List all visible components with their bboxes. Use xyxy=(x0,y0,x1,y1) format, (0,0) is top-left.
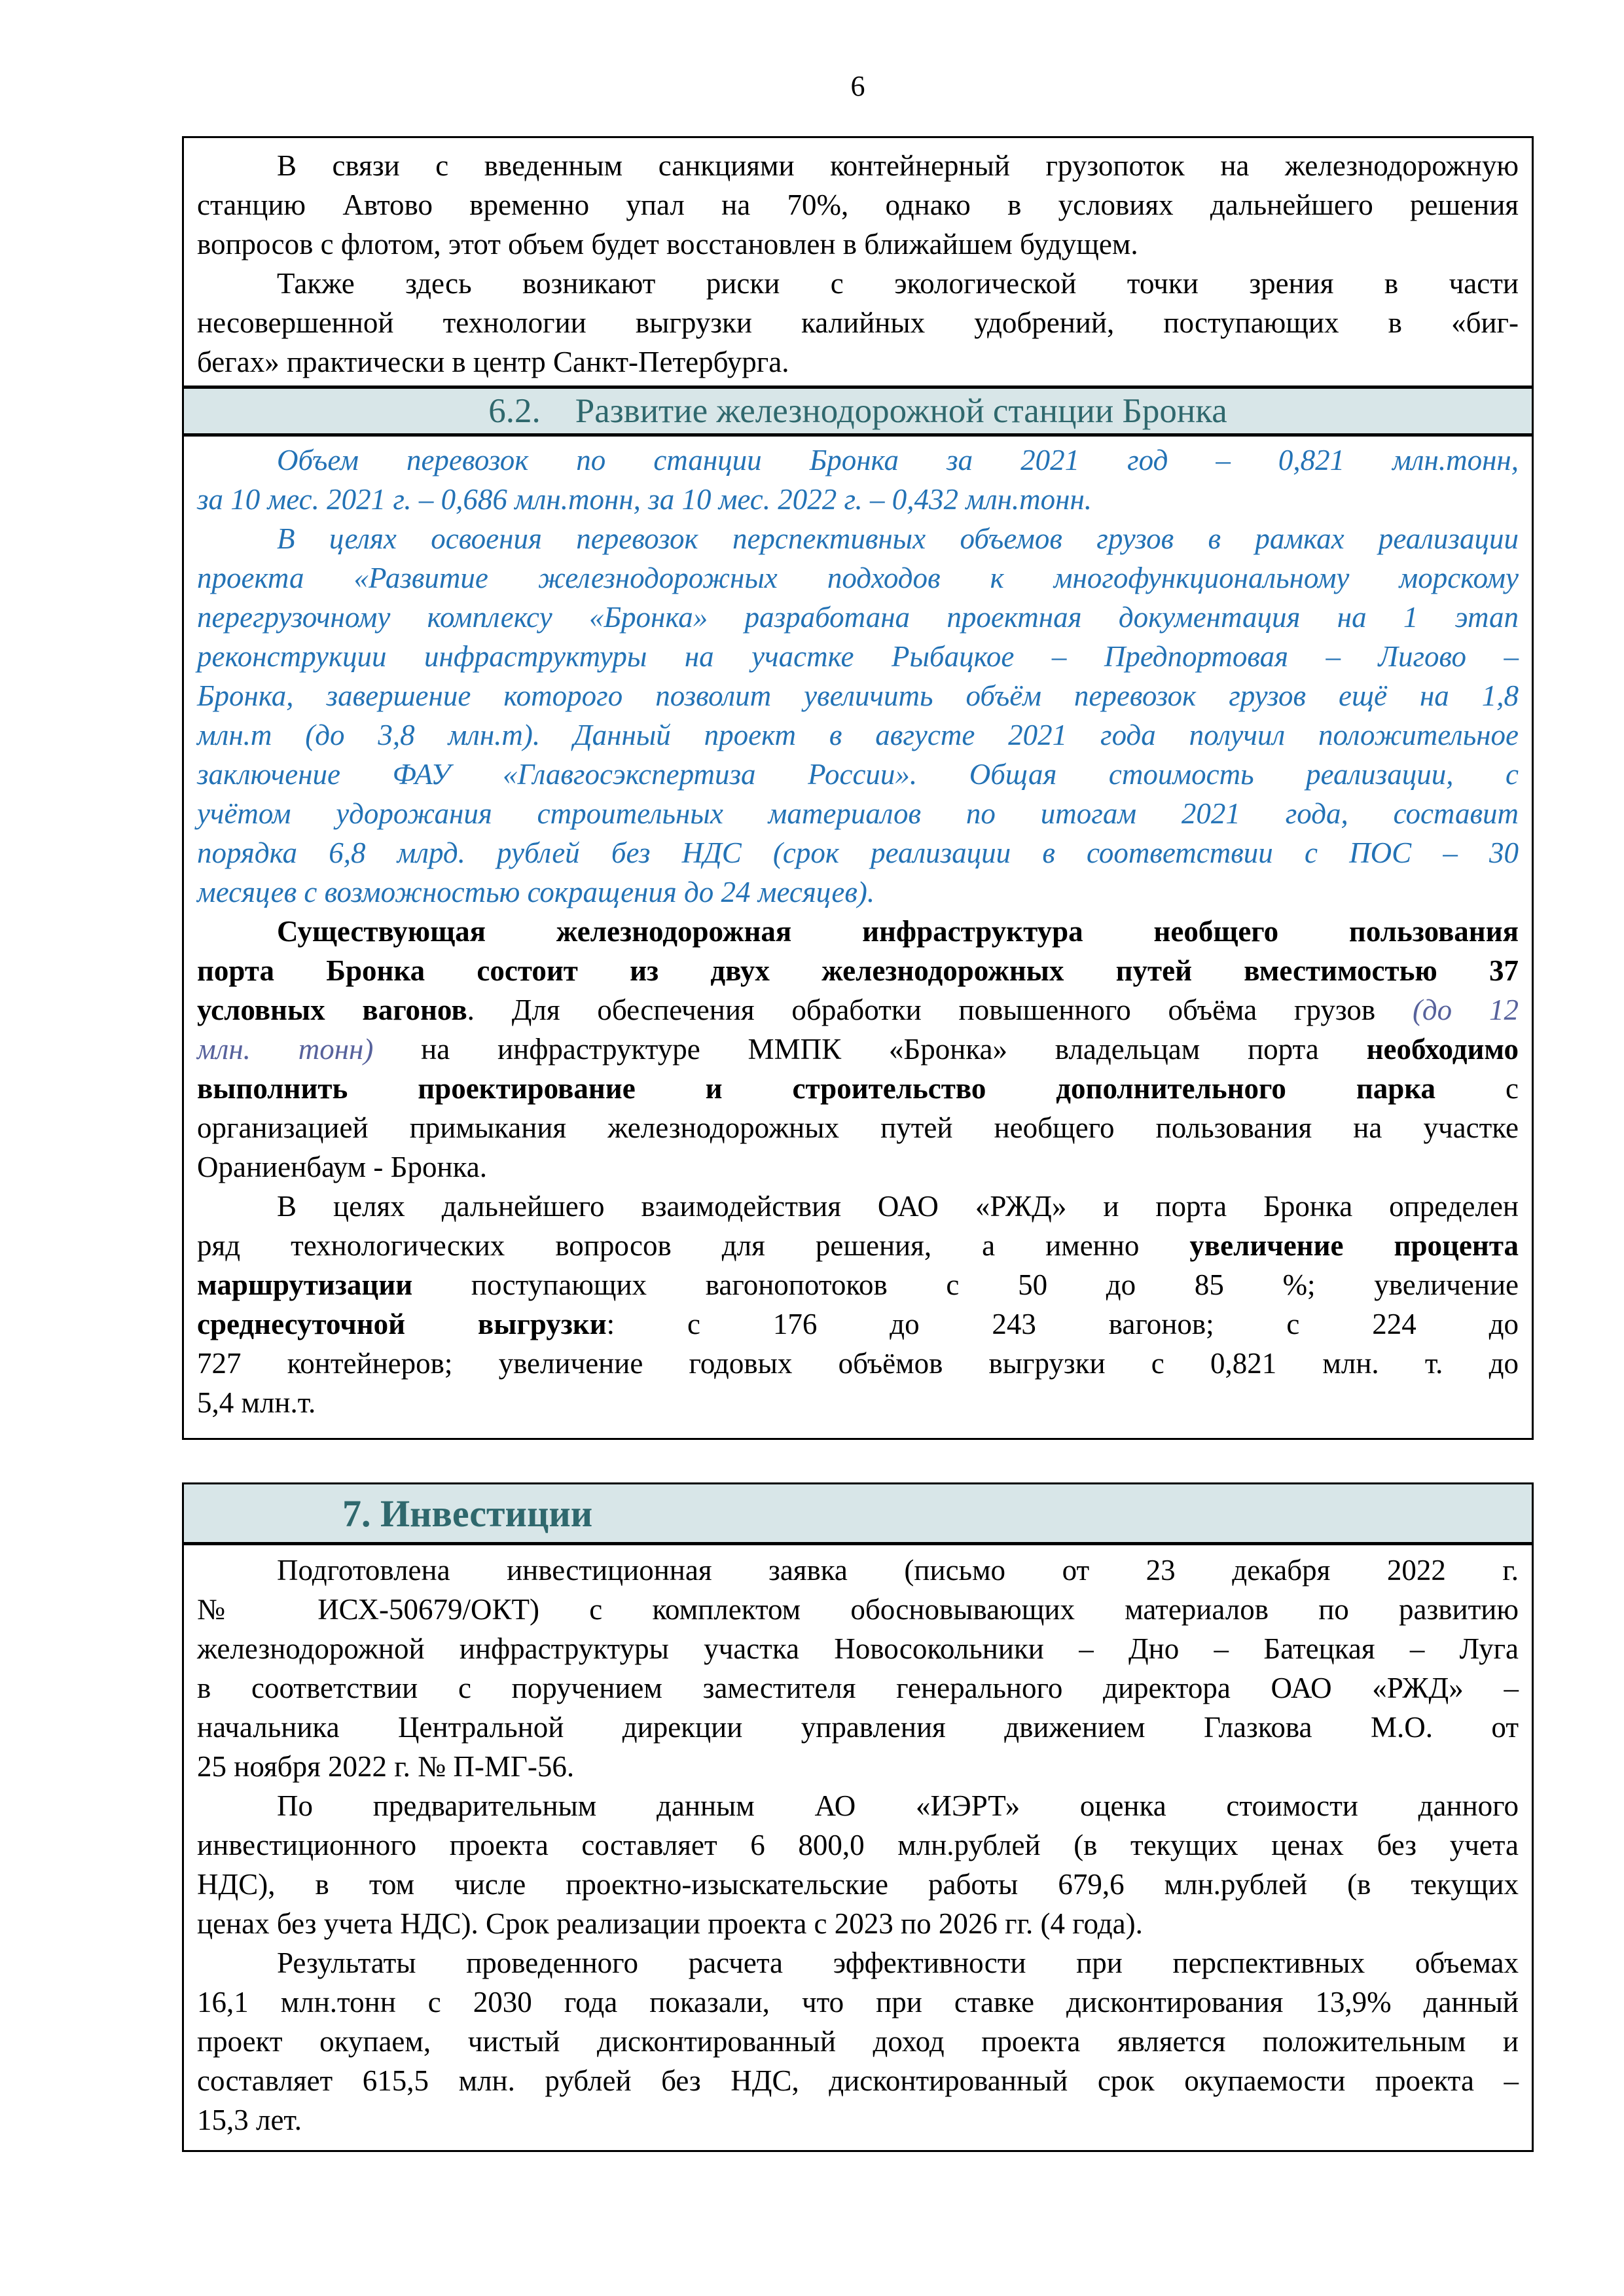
text-run: Объем перевозок по станции Бронка за 2021 год – 0,821 млн.тонн, xyxy=(277,444,1519,476)
text-line xyxy=(197,1304,1519,1344)
text-line xyxy=(197,1069,1519,1108)
text-run: заключение ФАУ «Главгосэкспертиза России». Общая стоимость реализации, с xyxy=(197,758,1519,791)
text-run: начальника Центральной дирекции управления движением Глазкова М.О. от xyxy=(197,1711,1519,1744)
text-line xyxy=(197,2022,1519,2061)
text-run: 15,3 лет. xyxy=(197,2104,302,2136)
text-run: млн. тонн) xyxy=(197,1033,374,1066)
text-run: . Для обеспечения обработки повышенного объёма грузов xyxy=(467,994,1413,1026)
text-line xyxy=(197,303,1519,342)
text-line xyxy=(197,1786,1519,1825)
text-run: выполнить проектирование и строительство дополнительного парка xyxy=(197,1072,1436,1105)
page-number: 6 xyxy=(850,70,865,102)
text-line xyxy=(197,1030,1519,1069)
paragraph xyxy=(184,519,1532,912)
text-line xyxy=(197,1108,1519,1147)
paragraph xyxy=(184,138,1532,264)
section-heading-h62: 6.2. Развитие железнодорожной станции Бронка xyxy=(184,386,1532,437)
text-line xyxy=(197,951,1519,990)
text-line xyxy=(197,872,1519,912)
text-line xyxy=(197,558,1519,598)
text-run: проекта «Развитие железнодорожных подходов к многофункциональному морскому xyxy=(197,562,1519,594)
text-run: Ораниенбаум - Бронка. xyxy=(197,1151,487,1183)
text-run: 25 ноября 2022 г. № П-МГ-56. xyxy=(197,1750,575,1783)
text-run: станцию Автово временно упал на 70%, однако в условиях дальнейшего решения xyxy=(197,188,1519,221)
text-run: № ИСХ-50679/ОКТ) с комплектом обосновывающих материалов по развитию xyxy=(197,1593,1519,1626)
text-line xyxy=(197,794,1519,833)
text-run: несовершенной технологии выгрузки калийных удобрений, поступающих в «биг- xyxy=(197,306,1519,339)
text-run: маршрутизации xyxy=(197,1268,413,1301)
text-run: В связи с введенным санкциями контейнерный грузопоток на железнодорожную xyxy=(277,149,1519,182)
text-line xyxy=(197,480,1519,519)
text-run: составляет 615,5 млн. рублей без НДС, дисконтированный срок окупаемости проекта – xyxy=(197,2064,1519,2097)
text-run: в соответствии с поручением заместителя генерального директора ОАО «РЖД» – xyxy=(197,1672,1519,1704)
text-run: Результаты проведенного расчета эффективности при перспективных объемах xyxy=(277,1946,1519,1979)
text-line xyxy=(197,990,1519,1030)
text-line xyxy=(197,1265,1519,1304)
section-heading-h7: 7. Инвестиции xyxy=(184,1484,1532,1545)
paragraph xyxy=(184,1187,1532,1422)
text-line xyxy=(197,1668,1519,1708)
text-run: организацией примыкания железнодорожных путей необщего пользования на участке xyxy=(197,1111,1519,1144)
text-run: 16,1 млн.тонн с 2030 года показали, что при ставке дисконтирования 13,9% данный xyxy=(197,1986,1519,2018)
text-run: Также здесь возникают риски с экологической точки зрения в части xyxy=(277,267,1519,300)
text-line xyxy=(197,598,1519,637)
text-line xyxy=(197,185,1519,224)
text-line xyxy=(197,1865,1519,1904)
text-run: ценах без учета НДС). Срок реализации проекта с 2023 по 2026 гг. (4 года). xyxy=(197,1907,1143,1940)
text-run: : с 176 до 243 вагонов; с 224 до xyxy=(606,1308,1519,1340)
text-line xyxy=(197,1344,1519,1383)
text-line xyxy=(197,1904,1519,1943)
text-line xyxy=(197,146,1519,185)
text-run: По предварительным данным АО «ИЭРТ» оценка стоимости данного xyxy=(277,1789,1519,1822)
text-run: инвестиционного проекта составляет 6 800,0 млн.рублей (в текущих ценах без учета xyxy=(197,1829,1519,1861)
text-run: железнодорожной инфраструктуры участка Новосокольники – Дно – Батецкая – Луга xyxy=(197,1632,1519,1665)
text-line xyxy=(197,715,1519,755)
section-7-box xyxy=(182,1482,1534,2152)
text-run: 727 контейнеров; увеличение годовых объёмов выгрузки с 0,821 млн. т. до xyxy=(197,1347,1519,1380)
text-line xyxy=(197,1226,1519,1265)
text-line xyxy=(197,1551,1519,1590)
text-run: млн.т (до 3,8 млн.т). Данный проект в августе 2021 года получил положительное xyxy=(197,719,1519,751)
text-line xyxy=(197,1147,1519,1187)
text-line xyxy=(197,440,1519,480)
text-run: порядка 6,8 млрд. рублей без НДС (срок реализации в соответствии с ПОС – 30 xyxy=(197,836,1519,869)
text-run: бегах» практически в центр Санкт-Петербурга. xyxy=(197,346,789,378)
text-line xyxy=(197,1982,1519,2022)
text-line xyxy=(197,1825,1519,1865)
text-run: Подготовлена инвестиционная заявка (письмо от 23 декабря 2022 г. xyxy=(277,1554,1519,1587)
text-run: среднесуточной выгрузки xyxy=(197,1308,607,1340)
paragraph xyxy=(184,440,1532,519)
text-run: учётом удорожания строительных материалов по итогам 2021 года, составит xyxy=(197,797,1519,830)
text-run: условных вагонов xyxy=(197,994,467,1026)
text-run: перегрузочному комплексу «Бронка» разработана проектная документация на 1 этап xyxy=(197,601,1519,634)
text-line xyxy=(197,2100,1519,2140)
text-run: В целях освоения перевозок перспективных объемов грузов в рамках реализации xyxy=(277,522,1519,555)
text-run: месяцев с возможностью сокращения до 24 месяцев). xyxy=(197,876,875,908)
text-run: Бронка, завершение которого позволит увеличить объём перевозок грузов ещё на 1,8 xyxy=(197,679,1519,712)
text-line xyxy=(197,676,1519,715)
text-line xyxy=(197,1383,1519,1422)
text-line xyxy=(197,2061,1519,2100)
text-line xyxy=(197,833,1519,872)
text-line xyxy=(197,755,1519,794)
text-run: Существующая железнодорожная инфраструктура необщего пользования xyxy=(277,915,1519,948)
text-line xyxy=(197,912,1519,951)
text-run: НДС), в том числе проектно-изыскательские работы 679,6 млн.рублей (в текущих xyxy=(197,1868,1519,1901)
text-line xyxy=(197,1747,1519,1786)
text-run: на инфраструктуре ММПК «Бронка» владельцам порта xyxy=(373,1033,1367,1066)
section-6-box xyxy=(182,136,1534,1440)
text-run: за 10 мес. 2021 г. – 0,686 млн.тонн, за 10 мес. 2022 г. – 0,432 млн.тонн. xyxy=(197,483,1092,516)
text-line xyxy=(197,224,1519,264)
text-run: ряд технологических вопросов для решения, а именно xyxy=(197,1229,1190,1262)
text-run: с xyxy=(1435,1072,1519,1105)
text-run: (до 12 xyxy=(1412,994,1519,1026)
text-run: 5,4 млн.т. xyxy=(197,1386,316,1419)
paragraph xyxy=(184,1786,1532,1943)
text-line xyxy=(197,264,1519,303)
text-run: необходимо xyxy=(1366,1033,1519,1066)
paragraph xyxy=(184,1551,1532,1786)
text-run: порта Бронка состоит из двух железнодорожных путей вместимостью 37 xyxy=(197,954,1519,987)
text-run: поступающих вагонопотоков с 50 до 85 %; увеличение xyxy=(412,1268,1519,1301)
text-line xyxy=(197,519,1519,558)
text-run: вопросов с флотом, этот объем будет восстановлен в ближайшем будущем. xyxy=(197,228,1138,260)
paragraph xyxy=(184,264,1532,382)
text-run: реконструкции инфраструктуры на участке Рыбацкое – Предпортовая – Лигово – xyxy=(197,640,1519,673)
text-run: увеличение процента xyxy=(1189,1229,1519,1262)
text-line xyxy=(197,1590,1519,1629)
text-run: В целях дальнейшего взаимодействия ОАО «РЖД» и порта Бронка определен xyxy=(277,1190,1519,1223)
text-line xyxy=(197,1187,1519,1226)
text-run: проект окупаем, чистый дисконтированный доход проекта является положительным и xyxy=(197,2025,1519,2058)
text-line xyxy=(197,1708,1519,1747)
text-line xyxy=(197,342,1519,382)
paragraph xyxy=(184,1943,1532,2140)
paragraph xyxy=(184,912,1532,1187)
text-line xyxy=(197,1629,1519,1668)
text-line xyxy=(197,637,1519,676)
text-line xyxy=(197,1943,1519,1982)
